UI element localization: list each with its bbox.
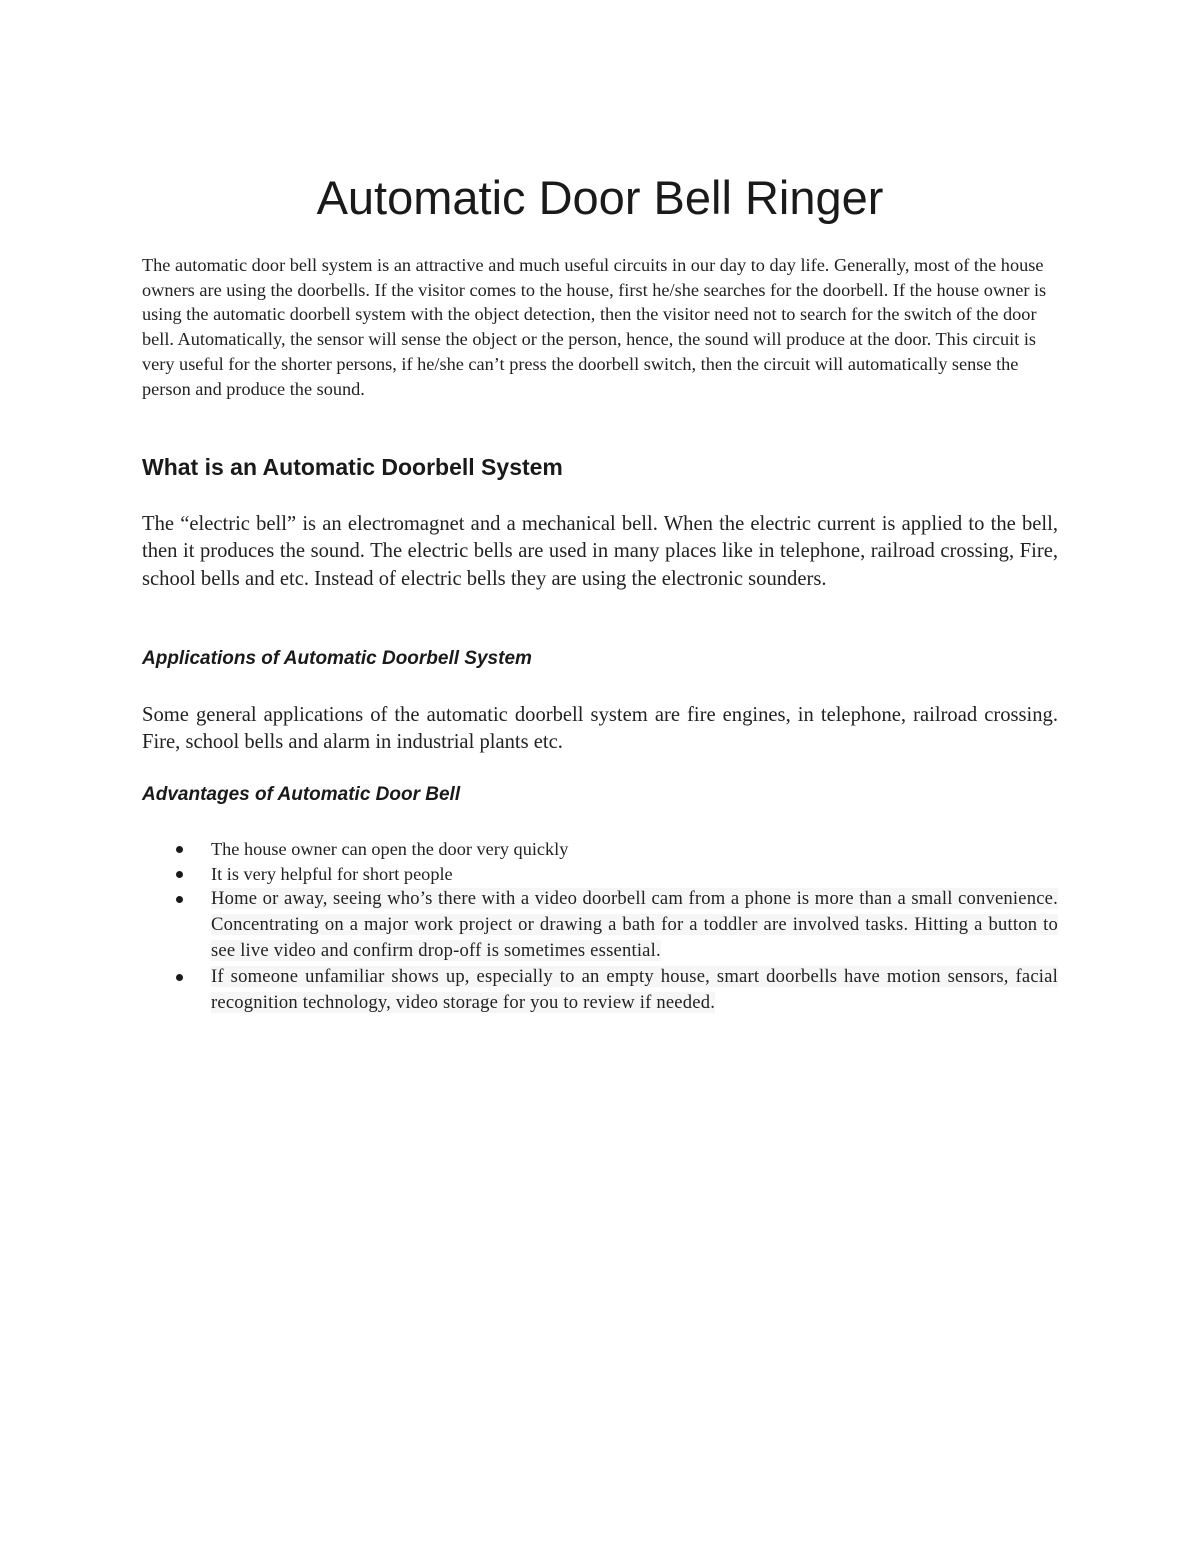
list-item [142,862,1058,887]
bullet-icon [176,896,183,903]
list-item-text: If someone unfamiliar shows up, especially to an empty house, smart doorbells have motion sensors, facial recognition technology, video storage for you to review if needed. [211,966,1058,1013]
advantages-list [142,837,1058,1016]
section-paragraph: The “electric bell” is an electromagnet and a mechanical bell. When the electric current is applied to the bell, then it produces the sound. The electric bells are used in many places like in telephone, railroad crossing, Fire, school bells and etc. Instead of electric bells they are using the electronic sounders. [142,513,1058,590]
applications-paragraph: Some general applications of the automatic doorbell system are fire engines, in telephone, railroad crossing. Fire, school bells and alarm in industrial plants etc. [142,704,1058,754]
advantages-heading: Advantages of Automatic Door Bell [142,784,461,805]
intro-paragraph: The automatic door bell system is an attractive and much useful circuits in our day to day life. Generally, most of the house owners are using the doorbells. If the visitor comes to the house, first he/she searches for the doorbell. If the house owner is using the automatic doorbell system with the object detection, then the visitor need not to search for the switch of the door bell. Automatically, the sensor will sense the object or the person, hence, the sound will produce at the door. This circuit is very useful for the shorter persons, if he/she can’t press the doorbell switch, then the circuit will automatically sense the person and produce the sound. [142,255,1047,399]
list-item-text: Home or away, seeing who’s there with a video doorbell cam from a phone is more than a small convenience. Concentrating on a major work project or drawing a bath for a toddler are involved tasks. Hitting a button to see live video and confirm drop-off is sometimes essential. [211,888,1058,961]
list-item [142,837,1058,862]
list-item-text: It is very helpful for short people [211,863,453,884]
document-title: Automatic Door Bell Ringer [316,171,884,224]
bullet-icon [176,871,183,878]
list-item [142,886,1058,964]
bullet-icon [176,974,183,981]
list-item-text: The house owner can open the door very quickly [211,839,569,859]
list-item [142,964,1058,1016]
bullet-icon [176,846,183,853]
applications-heading: Applications of Automatic Doorbell System [142,648,532,669]
section-heading: What is an Automatic Doorbell System [142,454,563,480]
